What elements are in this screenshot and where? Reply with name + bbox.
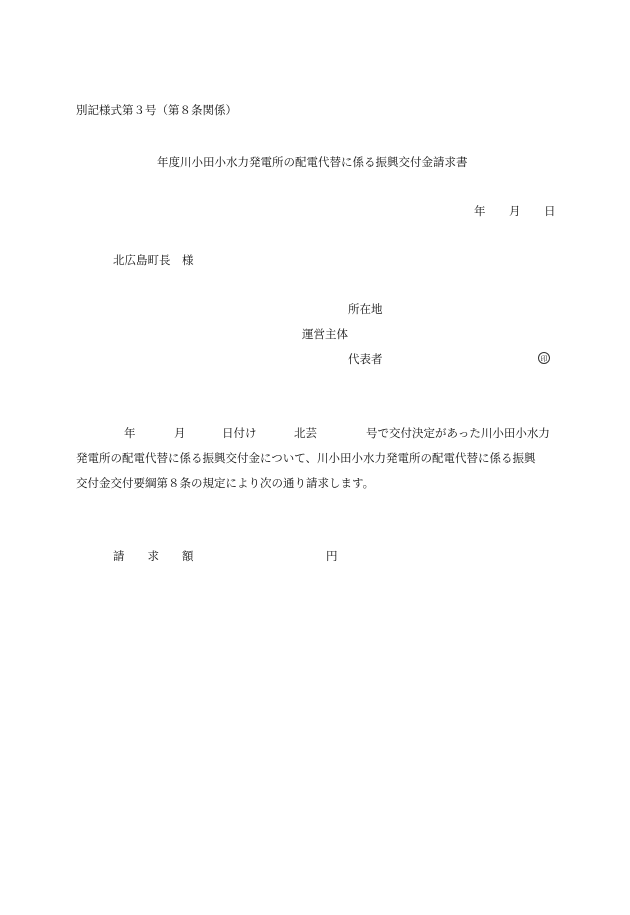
seal-icon: 印 [538, 352, 550, 364]
body-line1-rest: 号で交付決定があった川小田小水力 [366, 426, 550, 440]
document-title: 年度川小田小水力発電所の配電代替に係る振興交付金請求書 [157, 155, 468, 169]
amount-label: 請 求 額 [113, 549, 194, 563]
body-office-label: 北芸 [294, 426, 317, 440]
body-year-label: 年 [124, 426, 136, 440]
operator-label: 運営主体 [302, 327, 348, 341]
body-month-label: 月 [174, 426, 186, 440]
body-line3: 交付金交付要綱第８条の規定により次の通り請求します。 [76, 476, 375, 490]
date-year-label: 年 [474, 204, 486, 218]
body-dated-label: 日付け [222, 426, 257, 440]
form-number: 別記様式第３号（第８条関係） [76, 103, 237, 117]
representative-label: 代表者 [348, 352, 383, 366]
amount-unit: 円 [326, 549, 338, 563]
body-line2: 発電所の配電代替に係る振興交付金について、川小田小水力発電所の配電代替に係る振興 [76, 451, 536, 465]
date-month-label: 月 [509, 204, 521, 218]
addressee: 北広島町長 様 [113, 253, 194, 267]
date-day-label: 日 [544, 204, 556, 218]
address-label: 所在地 [348, 302, 383, 316]
